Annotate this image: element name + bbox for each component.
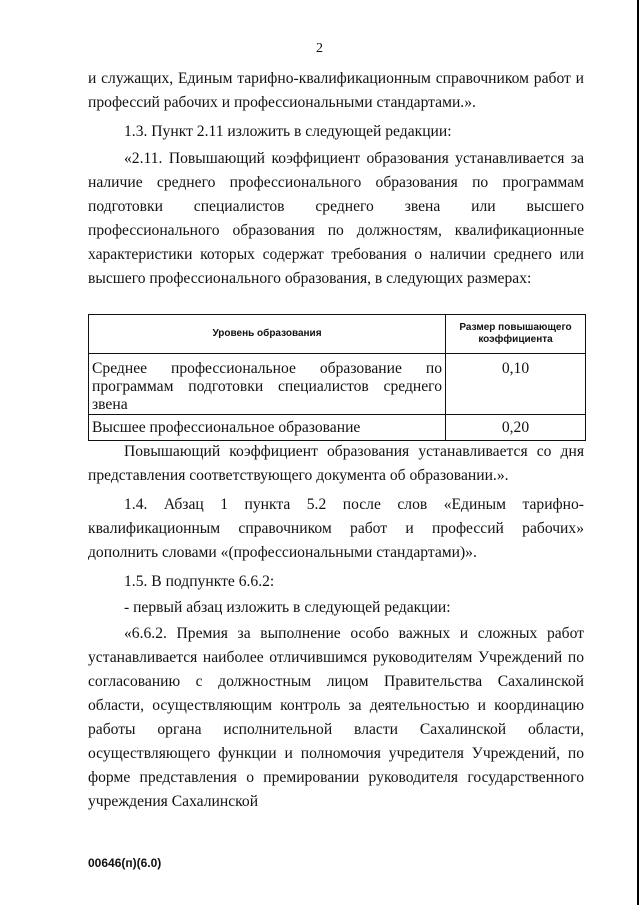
paragraph-item-1-4: 1.4. Абзац 1 пункта 5.2 после слов «Единым тарифно-квалификационным справочником работ и профессий рабочих» дополнить словами «(профессиональными стандартами)». <box>88 496 584 561</box>
paragraph-item-1-5: 1.5. В подпункте 6.6.2: <box>124 573 275 590</box>
paragraph-item-1-3: 1.3. Пункт 2.11 изложить в следующей редакции: <box>124 123 452 140</box>
paragraph-clause-6-6-2: «6.6.2. Премия за выполнение особо важных и сложных работ устанавливается наиболее отличившимся руководителям Учреждений по согласованию с должностным лицом Правительства Сахалинской области, осуществляющим контроль за деятельностью и координацию работы органа исполнительной власти Сахалинской области, осуществляющего функции и полномочия учредителя Учреждений, по форме представления о премировании руководителя государственного учреждения Сахалинской <box>88 625 584 810</box>
table-row <box>89 354 586 415</box>
coefficient-value: 0,10 <box>501 360 530 377</box>
table-header-row <box>89 315 586 354</box>
table-cell-level <box>89 415 446 441</box>
document-code: 00646(п)(6.0) <box>88 856 162 870</box>
table-cell-coefficient <box>446 415 586 441</box>
page-number: 2 <box>316 41 323 56</box>
paragraph-first-abzac: - первый абзац изложить в следующей редакции: <box>124 599 451 616</box>
education-level-text: Среднее профессиональное образование по программам подготовки специалистов среднего звена <box>92 360 442 413</box>
education-level-text: Высшее профессиональное образование <box>92 419 361 436</box>
coefficient-value: 0,20 <box>501 419 530 436</box>
table-cell-coefficient <box>446 354 586 415</box>
table-cell-level <box>89 354 446 415</box>
table-header-level: Уровень образования <box>89 315 446 354</box>
paragraph-effective-date: Повышающий коэффициент образования устанавливается со дня представления соответствующего документа об образовании.». <box>88 443 584 484</box>
paragraph-continuation: и служащих, Единым тарифно-квалификационным справочником работ и профессий рабочих и профессиональными стандартами.». <box>88 70 584 111</box>
table-header-coefficient: Размер повышающего коэффициента <box>446 315 586 354</box>
coefficient-table <box>88 314 586 441</box>
table-row <box>89 415 586 441</box>
paragraph-clause-2-11: «2.11. Повышающий коэффициент образования устанавливается за наличие среднего профессионального образования по программам подготовки специалистов среднего звена или высшего профессионального образования по должностям, квалификационные характеристики которых содержат требования о наличии среднего или высшего профессионального образования, в следующих размерах: <box>88 150 584 287</box>
